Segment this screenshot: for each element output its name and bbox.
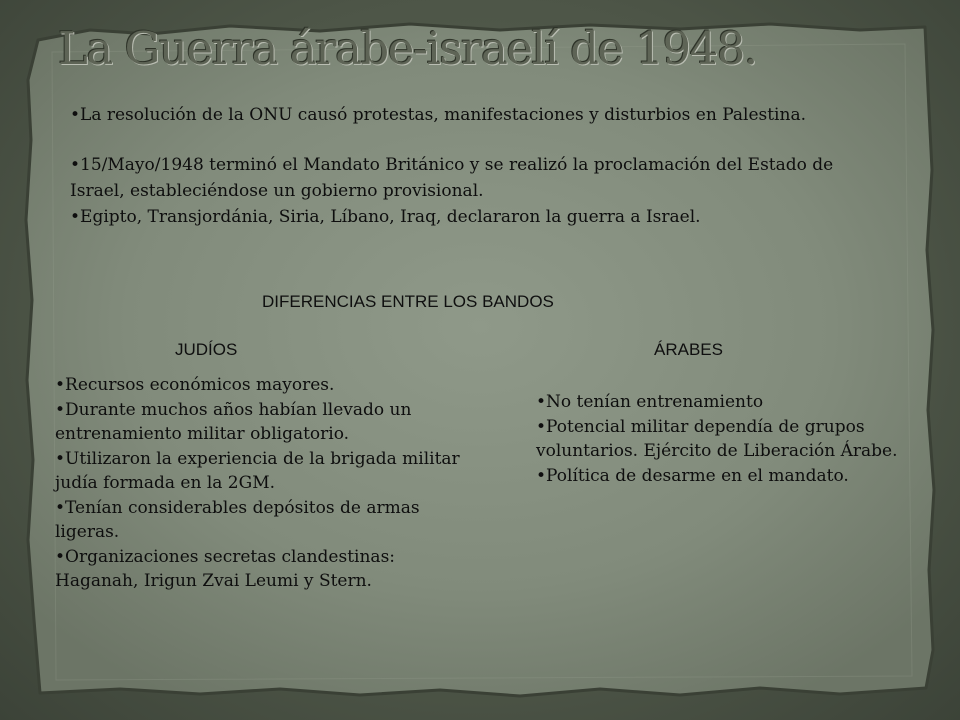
bullet-text: Durante muchos años habían llevado un entrenamiento militar obligatorio. <box>55 399 412 444</box>
judios-bullet-list <box>55 373 470 594</box>
bullet-icon: • <box>55 497 66 518</box>
bullet-text: Potencial militar dependía de grupos voluntarios. Ejército de Liberación Árabe. <box>536 416 898 461</box>
bullet-text: Tenían considerables depósitos de armas ligeras. <box>55 497 420 542</box>
list-item <box>536 464 911 489</box>
list-item <box>55 545 470 594</box>
bullet-text: Política de desarme en el mandato. <box>546 465 849 486</box>
list-item <box>536 415 911 464</box>
bullet-icon: • <box>55 375 66 395</box>
bullet-text: Recursos económicos mayores. <box>65 375 335 395</box>
list-item <box>55 447 470 496</box>
bullet-icon: • <box>70 155 81 175</box>
intro-bullet-list <box>70 102 870 230</box>
bullet-icon: • <box>70 207 81 227</box>
list-item <box>536 390 911 415</box>
bullet-icon: • <box>55 399 66 420</box>
arabes-bullet-list <box>536 390 911 488</box>
list-item <box>55 373 470 398</box>
column-heading-arabes: ÁRABES <box>654 340 723 359</box>
bullet-icon: • <box>55 546 66 567</box>
bullet-text: No tenían entrenamiento <box>546 392 764 412</box>
bullet-icon: • <box>70 105 81 125</box>
list-item <box>55 496 470 545</box>
column-heading-judios: JUDÍOS <box>175 340 238 359</box>
bullet-text: Egipto, Transjordánia, Siria, Líbano, Iraq, declararon la guerra a Israel. <box>80 207 701 227</box>
bullet-text: La resolución de la ONU causó protestas, manifestaciones y disturbios en Palestina. <box>80 105 806 125</box>
list-item <box>70 102 870 128</box>
bullet-text: Utilizaron la experiencia de la brigada militar judía formada en la 2GM. <box>55 448 460 493</box>
section-heading: DIFERENCIAS ENTRE LOS BANDOS <box>262 292 554 311</box>
slide-title: La Guerra árabe-israelí de 1948. <box>58 22 757 75</box>
bullet-text: 15/Mayo/1948 terminó el Mandato Británico y se realizó la proclamación del Estado de Israel, estableciéndose un gobierno provisional. <box>70 155 834 201</box>
bullet-icon: • <box>536 392 547 412</box>
list-item <box>70 204 870 230</box>
bullet-icon: • <box>536 416 547 437</box>
bullet-icon: • <box>55 448 66 469</box>
list-item <box>55 398 470 447</box>
bullet-icon: • <box>536 465 547 486</box>
bullet-text: Organizaciones secretas clandestinas: Haganah, Irigun Zvai Leumi y Stern. <box>55 546 396 591</box>
list-item <box>70 152 870 204</box>
